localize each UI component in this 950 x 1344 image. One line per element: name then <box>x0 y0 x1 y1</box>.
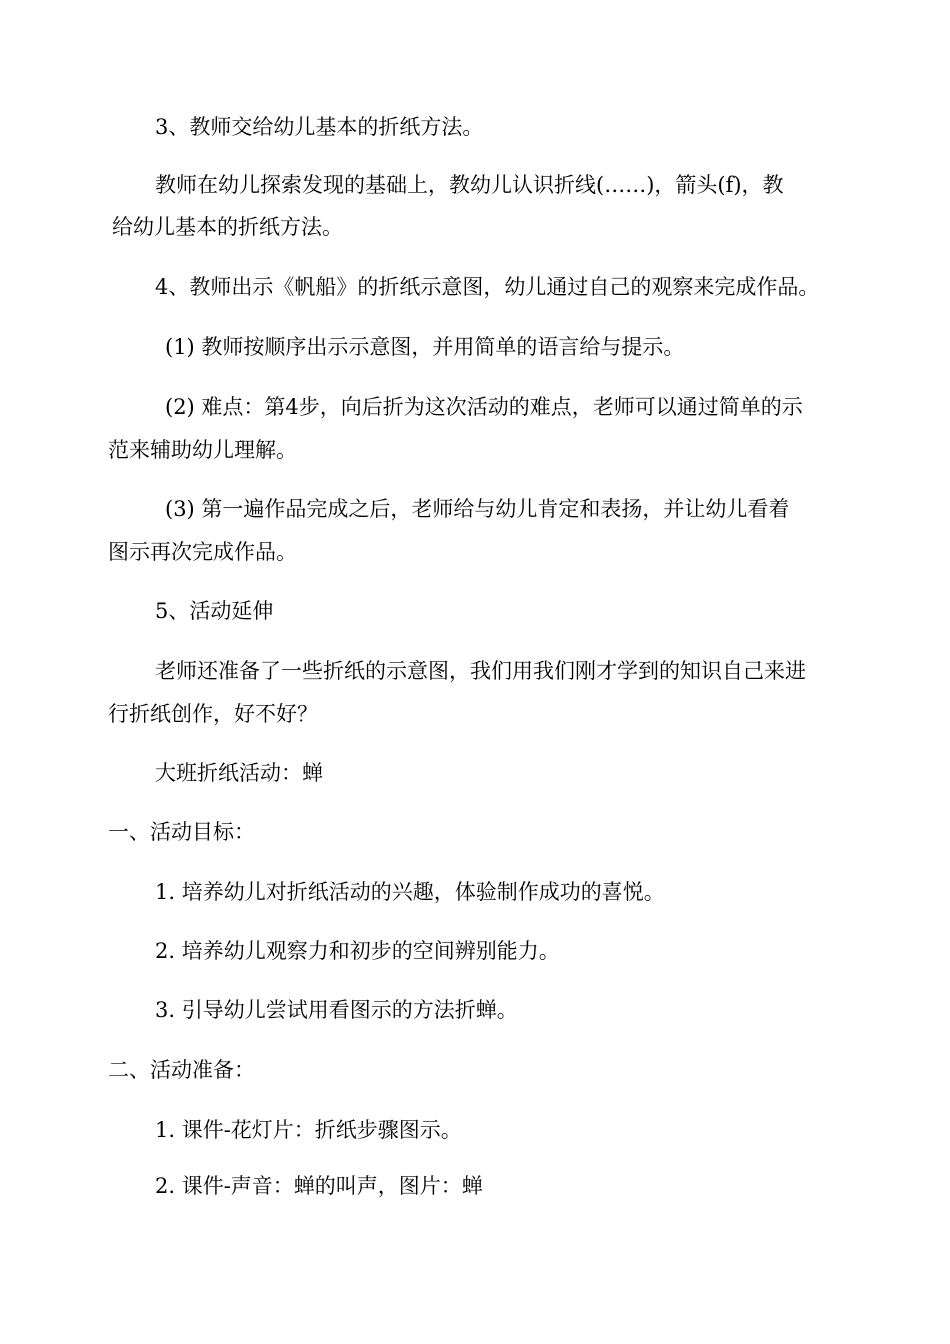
section-heading: 二、活动准备： <box>108 1058 255 1082</box>
paragraph-line: 给幼儿基本的折纸方法。 <box>112 215 343 239</box>
step-3-heading: 3、教师交给幼儿基本的折纸方法。 <box>155 115 484 139</box>
list-item: (3) 第一遍作品完成之后，老师给与幼儿肯定和表扬，并让幼儿看着 <box>165 497 790 521</box>
list-item: (2) 难点：第4步，向后折为这次活动的难点，老师可以通过简单的示 <box>165 395 803 419</box>
paragraph-line: 范来辅助幼儿理解。 <box>108 438 297 462</box>
list-item: (1) 教师按顺序出示示意图，并用简单的语言给与提示。 <box>165 335 685 359</box>
paragraph-line: 行折纸创作，好不好？ <box>108 702 318 726</box>
list-item: 2. 培养幼儿观察力和初步的空间辨别能力。 <box>155 939 560 963</box>
paragraph-line: 图示再次完成作品。 <box>108 540 297 564</box>
section-title: 大班折纸活动：蝉 <box>155 761 323 785</box>
list-item: 1. 培养幼儿对折纸活动的兴趣，体验制作成功的喜悦。 <box>155 880 665 904</box>
paragraph-line: 老师还准备了一些折纸的示意图，我们用我们刚才学到的知识自己来进 <box>155 659 806 683</box>
list-item: 3. 引导幼儿尝试用看图示的方法折蝉。 <box>155 998 518 1022</box>
list-item: 2. 课件-声音：蝉的叫声，图片：蝉 <box>155 1174 483 1198</box>
section-heading: 一、活动目标： <box>108 820 255 844</box>
list-item: 1. 课件-花灯片：折纸步骤图示。 <box>155 1118 462 1142</box>
step-5-heading: 5、活动延伸 <box>155 599 274 623</box>
step-4-heading: 4、教师出示《帆船》的折纸示意图，幼儿通过自己的观察来完成作品。 <box>155 275 820 299</box>
paragraph-line: 教师在幼儿探索发现的基础上，教幼儿认识折线(……)，箭头(f)，教 <box>155 173 784 197</box>
